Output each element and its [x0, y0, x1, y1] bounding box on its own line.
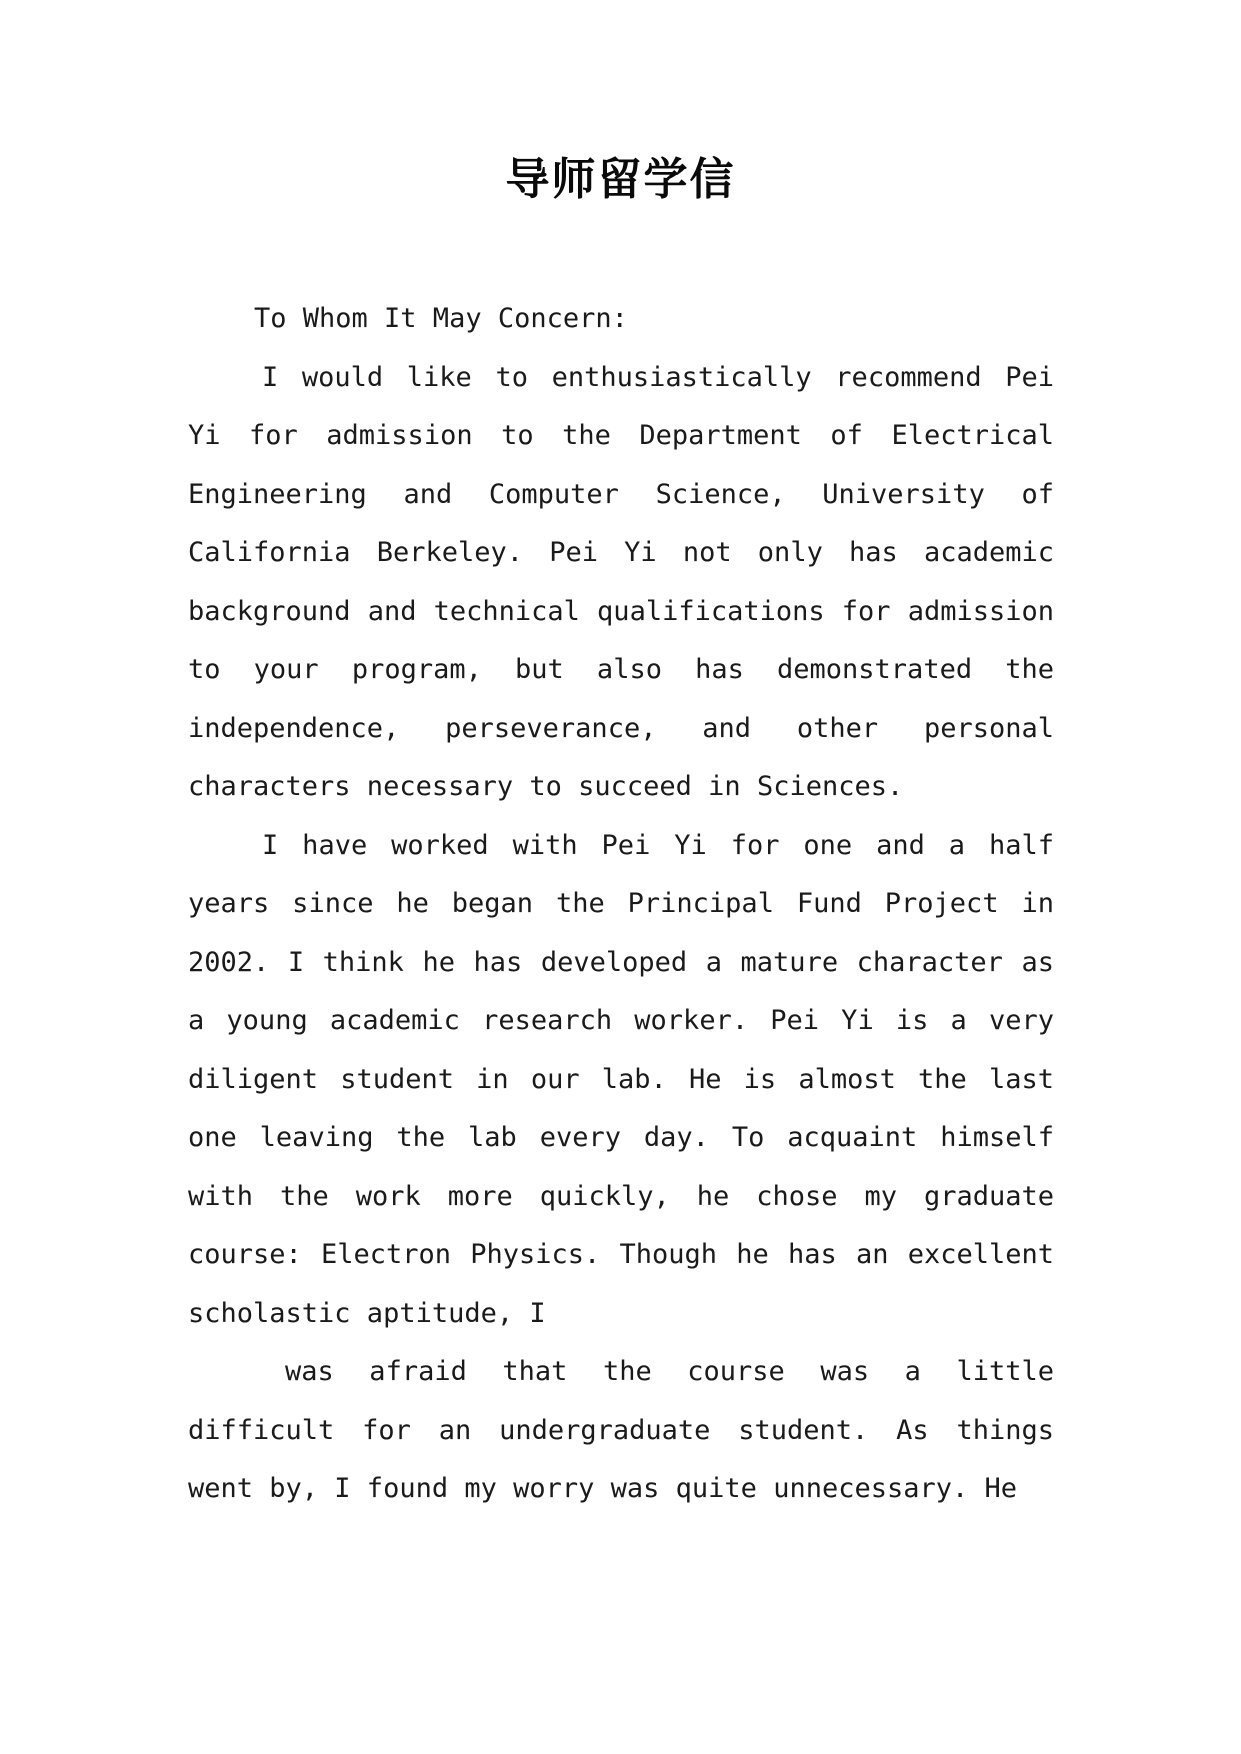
letter-salutation: To Whom It May Concern:	[254, 303, 628, 334]
letter-body	[188, 290, 1054, 1519]
paragraph-work-history: I have worked with Pei Yi for one and a half years since he began the Principal Fund Project in 2002. I think he has developed a mature character as a young academic research worker. Pei Yi is a very diligent student in our lab. He is almost the last one leaving the lab every day. To acquaint himself with the work more quickly, he chose my graduate course: Electron Physics. Though he has an excellent scholastic aptitude, I	[188, 829, 1054, 1329]
document-title: 导师留学信	[505, 154, 736, 205]
paragraph-course-difficulty: was afraid that the course was a little difficult for an undergraduate student. As things went by, I found my worry was quite unnecessary. He	[188, 1356, 1054, 1504]
paragraph-recommendation: I would like to enthusiastically recommend Pei Yi for admission to the Department of Electrical Engineering and Computer Science, University of California Berkeley. Pei Yi not only has academic background and technical qualifications for admission to your program, but also has demonstrated the independence, perseverance, and other personal characters necessary to succeed in Sciences.	[188, 361, 1054, 802]
